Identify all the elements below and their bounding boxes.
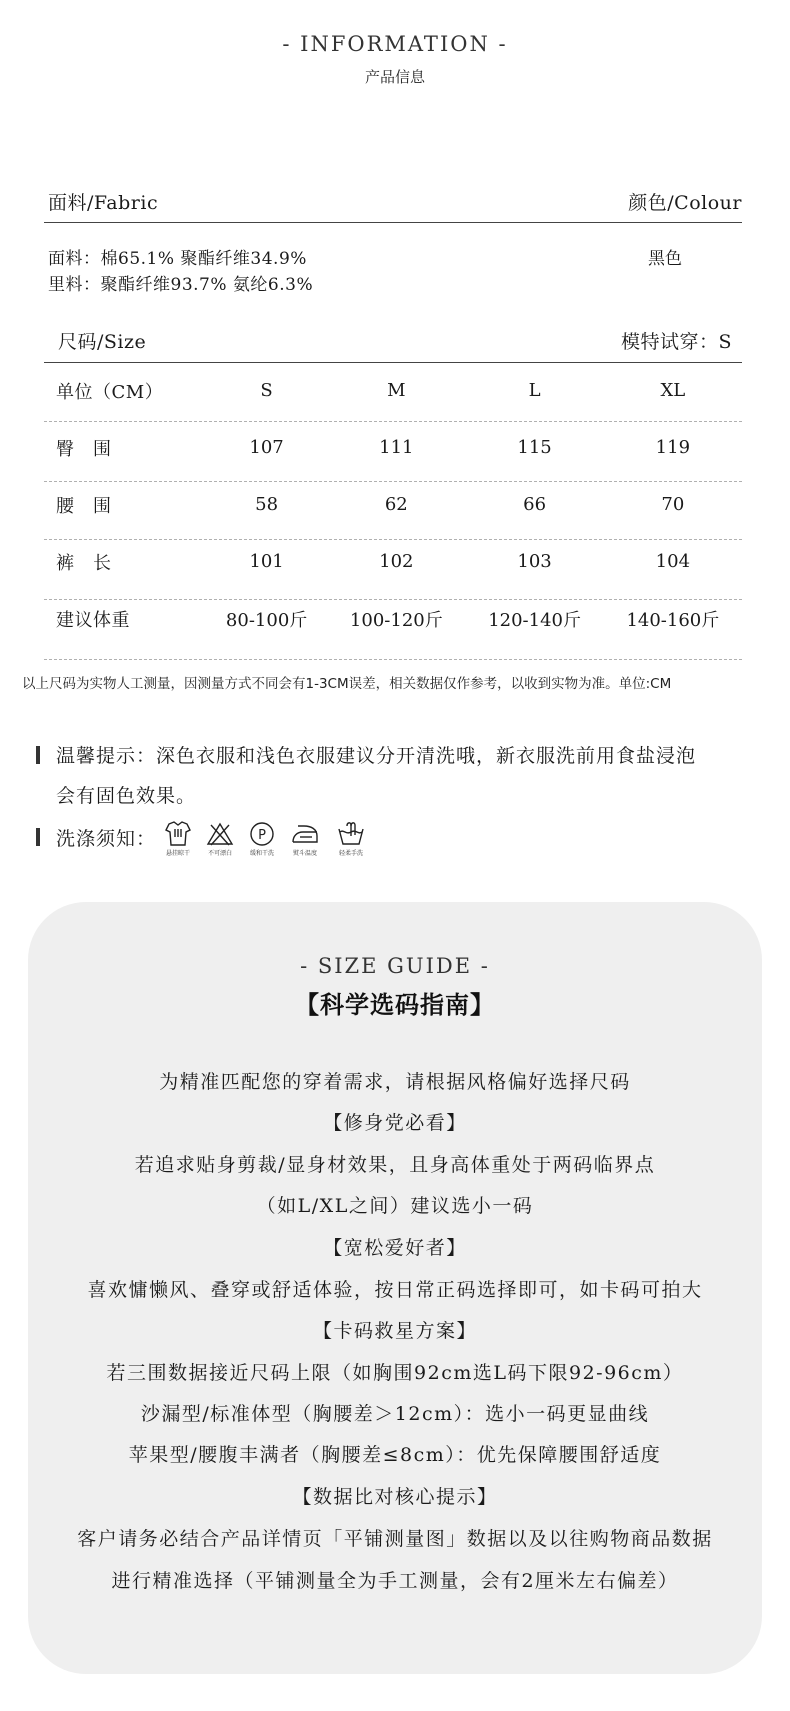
table-header-s: S (260, 380, 273, 401)
guide-text: 进行精准选择（平铺测量全为手工测量，会有2厘米左右偏差） (111, 1570, 679, 1592)
table-header-m: M (387, 380, 406, 401)
guide-section-heading: 【数据比对核心提示】 (292, 1486, 498, 1508)
size-guide-heading: 【科学选码指南】 (295, 990, 495, 1019)
hand-wash-icon (334, 821, 368, 857)
fabric-shell-line: 面料：棉65.1% 聚酯纤维34.9% (48, 249, 307, 269)
row-divider (44, 539, 742, 540)
size-table (44, 362, 742, 647)
table-row (44, 476, 742, 533)
guide-text: （如L/XL之间）建议选小一码 (256, 1195, 534, 1217)
wash-label: 洗涤须知： (56, 828, 157, 850)
table-header-unit: 单位（CM） (56, 381, 164, 403)
table-cell: 120-140斤 (488, 609, 581, 631)
table-cell: 111 (379, 437, 414, 458)
warm-tip-line1: 温馨提示：深色衣服和浅色衣服建议分开清洗哦，新衣服洗前用食盐浸泡 (56, 745, 697, 767)
table-cell: 115 (517, 437, 552, 458)
table-cell: 70 (661, 494, 685, 515)
dry-clean-icon (245, 821, 279, 857)
row-label-waist: 腰 围 (56, 495, 112, 517)
guide-text: 若三围数据接近尺码上限（如胸围92cm选L码下限92-96cm） (106, 1362, 684, 1384)
iron-caption: 熨斗温度 (292, 850, 317, 857)
table-row (44, 419, 742, 476)
measurement-note: 以上尺码为实物人工测量，因测量方式不同会有1-3CM误差，相关数据仅作参考，以收到实物为准。单位:CM (22, 676, 672, 692)
table-header-xl: XL (660, 380, 686, 401)
hand-wash-caption: 轻柔手洗 (338, 850, 363, 857)
table-cell: 103 (517, 551, 552, 572)
svg-text:P: P (258, 828, 266, 843)
information-subtitle: 产品信息 (364, 68, 425, 86)
table-cell: 119 (655, 437, 691, 458)
table-cell: 100-120斤 (349, 609, 443, 631)
row-divider (44, 481, 742, 482)
table-cell: 66 (523, 494, 547, 515)
guide-text: 若追求贴身剪裁/显身材效果，且身高体重处于两码临界点 (134, 1154, 656, 1176)
information-title: - INFORMATION - (282, 32, 508, 56)
table-cell: 107 (249, 437, 284, 458)
size-table-header-row (44, 362, 742, 419)
guide-text: 苹果型/腰腹丰满者（胸腰差≤8cm）：优先保障腰围舒适度 (128, 1444, 662, 1466)
row-label-length: 裤 长 (56, 552, 112, 574)
fabric-divider (44, 222, 742, 223)
guide-text: 喜欢慵懒风、叠穿或舒适体验，按日常正码选择即可，如卡码可拍大 (87, 1279, 703, 1301)
dry-clean-caption: 缓和干洗 (249, 850, 274, 857)
no-bleach-icon (203, 821, 237, 857)
warm-tip-line2: 会有固色效果。 (56, 785, 197, 807)
size-guide-title: - SIZE GUIDE - (300, 954, 490, 978)
table-cell: 140-160斤 (626, 609, 720, 631)
hang-dry-caption: 悬挂晾干 (165, 850, 190, 857)
guide-section-heading: 【修身党必看】 (323, 1112, 467, 1134)
iron-icon (288, 821, 322, 857)
guide-text: 客户请务必结合产品详情页「平铺测量图」数据以及以往购物商品数据 (77, 1528, 713, 1550)
tip-marker (36, 828, 40, 846)
table-cell: 62 (384, 494, 408, 515)
colour-label: 颜色/Colour (628, 192, 742, 214)
fabric-label: 面料/Fabric (48, 192, 159, 214)
guide-intro: 为精准匹配您的穿着需求，请根据风格偏好选择尺码 (159, 1071, 631, 1093)
table-header-l: L (528, 380, 541, 401)
colour-value: 黑色 (648, 249, 682, 269)
row-label-weight: 建议体重 (56, 609, 130, 631)
row-divider (44, 659, 742, 660)
row-divider (44, 421, 742, 422)
table-cell: 104 (655, 551, 691, 572)
guide-section-heading: 【卡码救星方案】 (312, 1320, 477, 1342)
no-bleach-caption: 不可漂白 (207, 850, 232, 857)
table-cell: 58 (255, 494, 279, 515)
table-cell: 80-100斤 (225, 609, 308, 631)
model-fit-label: 模特试穿：S (620, 331, 732, 353)
table-row (44, 533, 742, 590)
guide-section-heading: 【宽松爱好者】 (323, 1237, 467, 1259)
table-cell: 102 (379, 551, 414, 572)
guide-text: 沙漏型/标准体型（胸腰差＞12cm）：选小一码更显曲线 (140, 1403, 650, 1425)
table-cell: 101 (249, 551, 284, 572)
row-label-hip: 臀 围 (56, 438, 112, 460)
fabric-lining-line: 里料：聚酯纤维93.7% 氨纶6.3% (48, 275, 314, 295)
row-divider (44, 599, 742, 600)
tip-marker (36, 746, 40, 764)
hang-dry-icon (161, 821, 195, 857)
size-label: 尺码/Size (58, 331, 147, 353)
